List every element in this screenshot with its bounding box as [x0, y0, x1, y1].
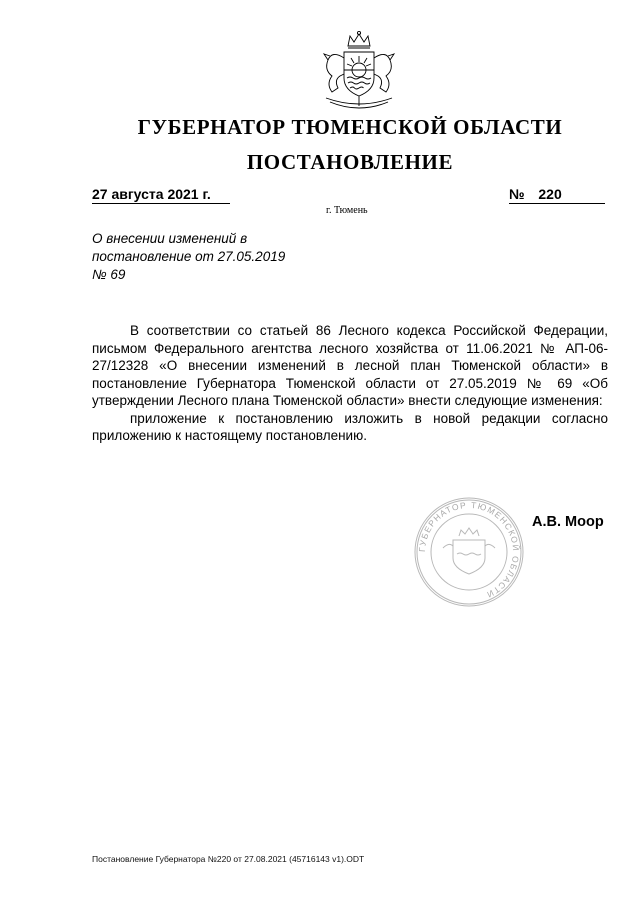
- document-subject: [92, 230, 342, 284]
- subject-line: О внесении изменений в: [92, 231, 248, 246]
- document-body: [92, 322, 608, 445]
- signer-name: А.В. Моор: [532, 514, 604, 530]
- document-type: ПОСТАНОВЛЕНИЕ: [246, 150, 454, 174]
- body-paragraph: В соответствии со статьей 86 Лесного кодекса Российской Федерации, письмом Федерального агентства лесного хозяйства от 11.06.2021 № АП-06-27/12328 «О внесении изменений в лесной план Тюменской области» в постановление Губернатора Тюменской области от 27.05.2019 № 69 «Об утверждении Лесного плана Тюменской области» внести следующие изменения:: [92, 323, 608, 408]
- city-label: г. Тюмень: [326, 205, 368, 216]
- document-footer: Постановление Губернатора №220 от 27.08.2021 (45716143 v1).ODT: [92, 854, 365, 864]
- body-paragraph: приложение к постановлению изложить в новой редакции согласно приложению к настоящему постановлению.: [92, 410, 608, 443]
- number-label: №: [509, 186, 525, 202]
- official-seal-stamp: [413, 496, 525, 608]
- document-number: 220: [538, 186, 562, 202]
- seal-ring-text: ГУБЕРНАТОР ТЮМЕНСКОЙ ОБЛАСТИ: [416, 499, 522, 601]
- document-date: 27 августа 2021 г.: [92, 186, 230, 204]
- subject-line: постановление от 27.05.2019: [92, 249, 286, 264]
- page-title: ГУБЕРНАТОР ТЮМЕНСКОЙ ОБЛАСТИ: [137, 115, 563, 139]
- coat-of-arms-icon: [314, 30, 404, 120]
- document-number-field: [509, 186, 605, 204]
- subject-line: № 69: [92, 267, 126, 282]
